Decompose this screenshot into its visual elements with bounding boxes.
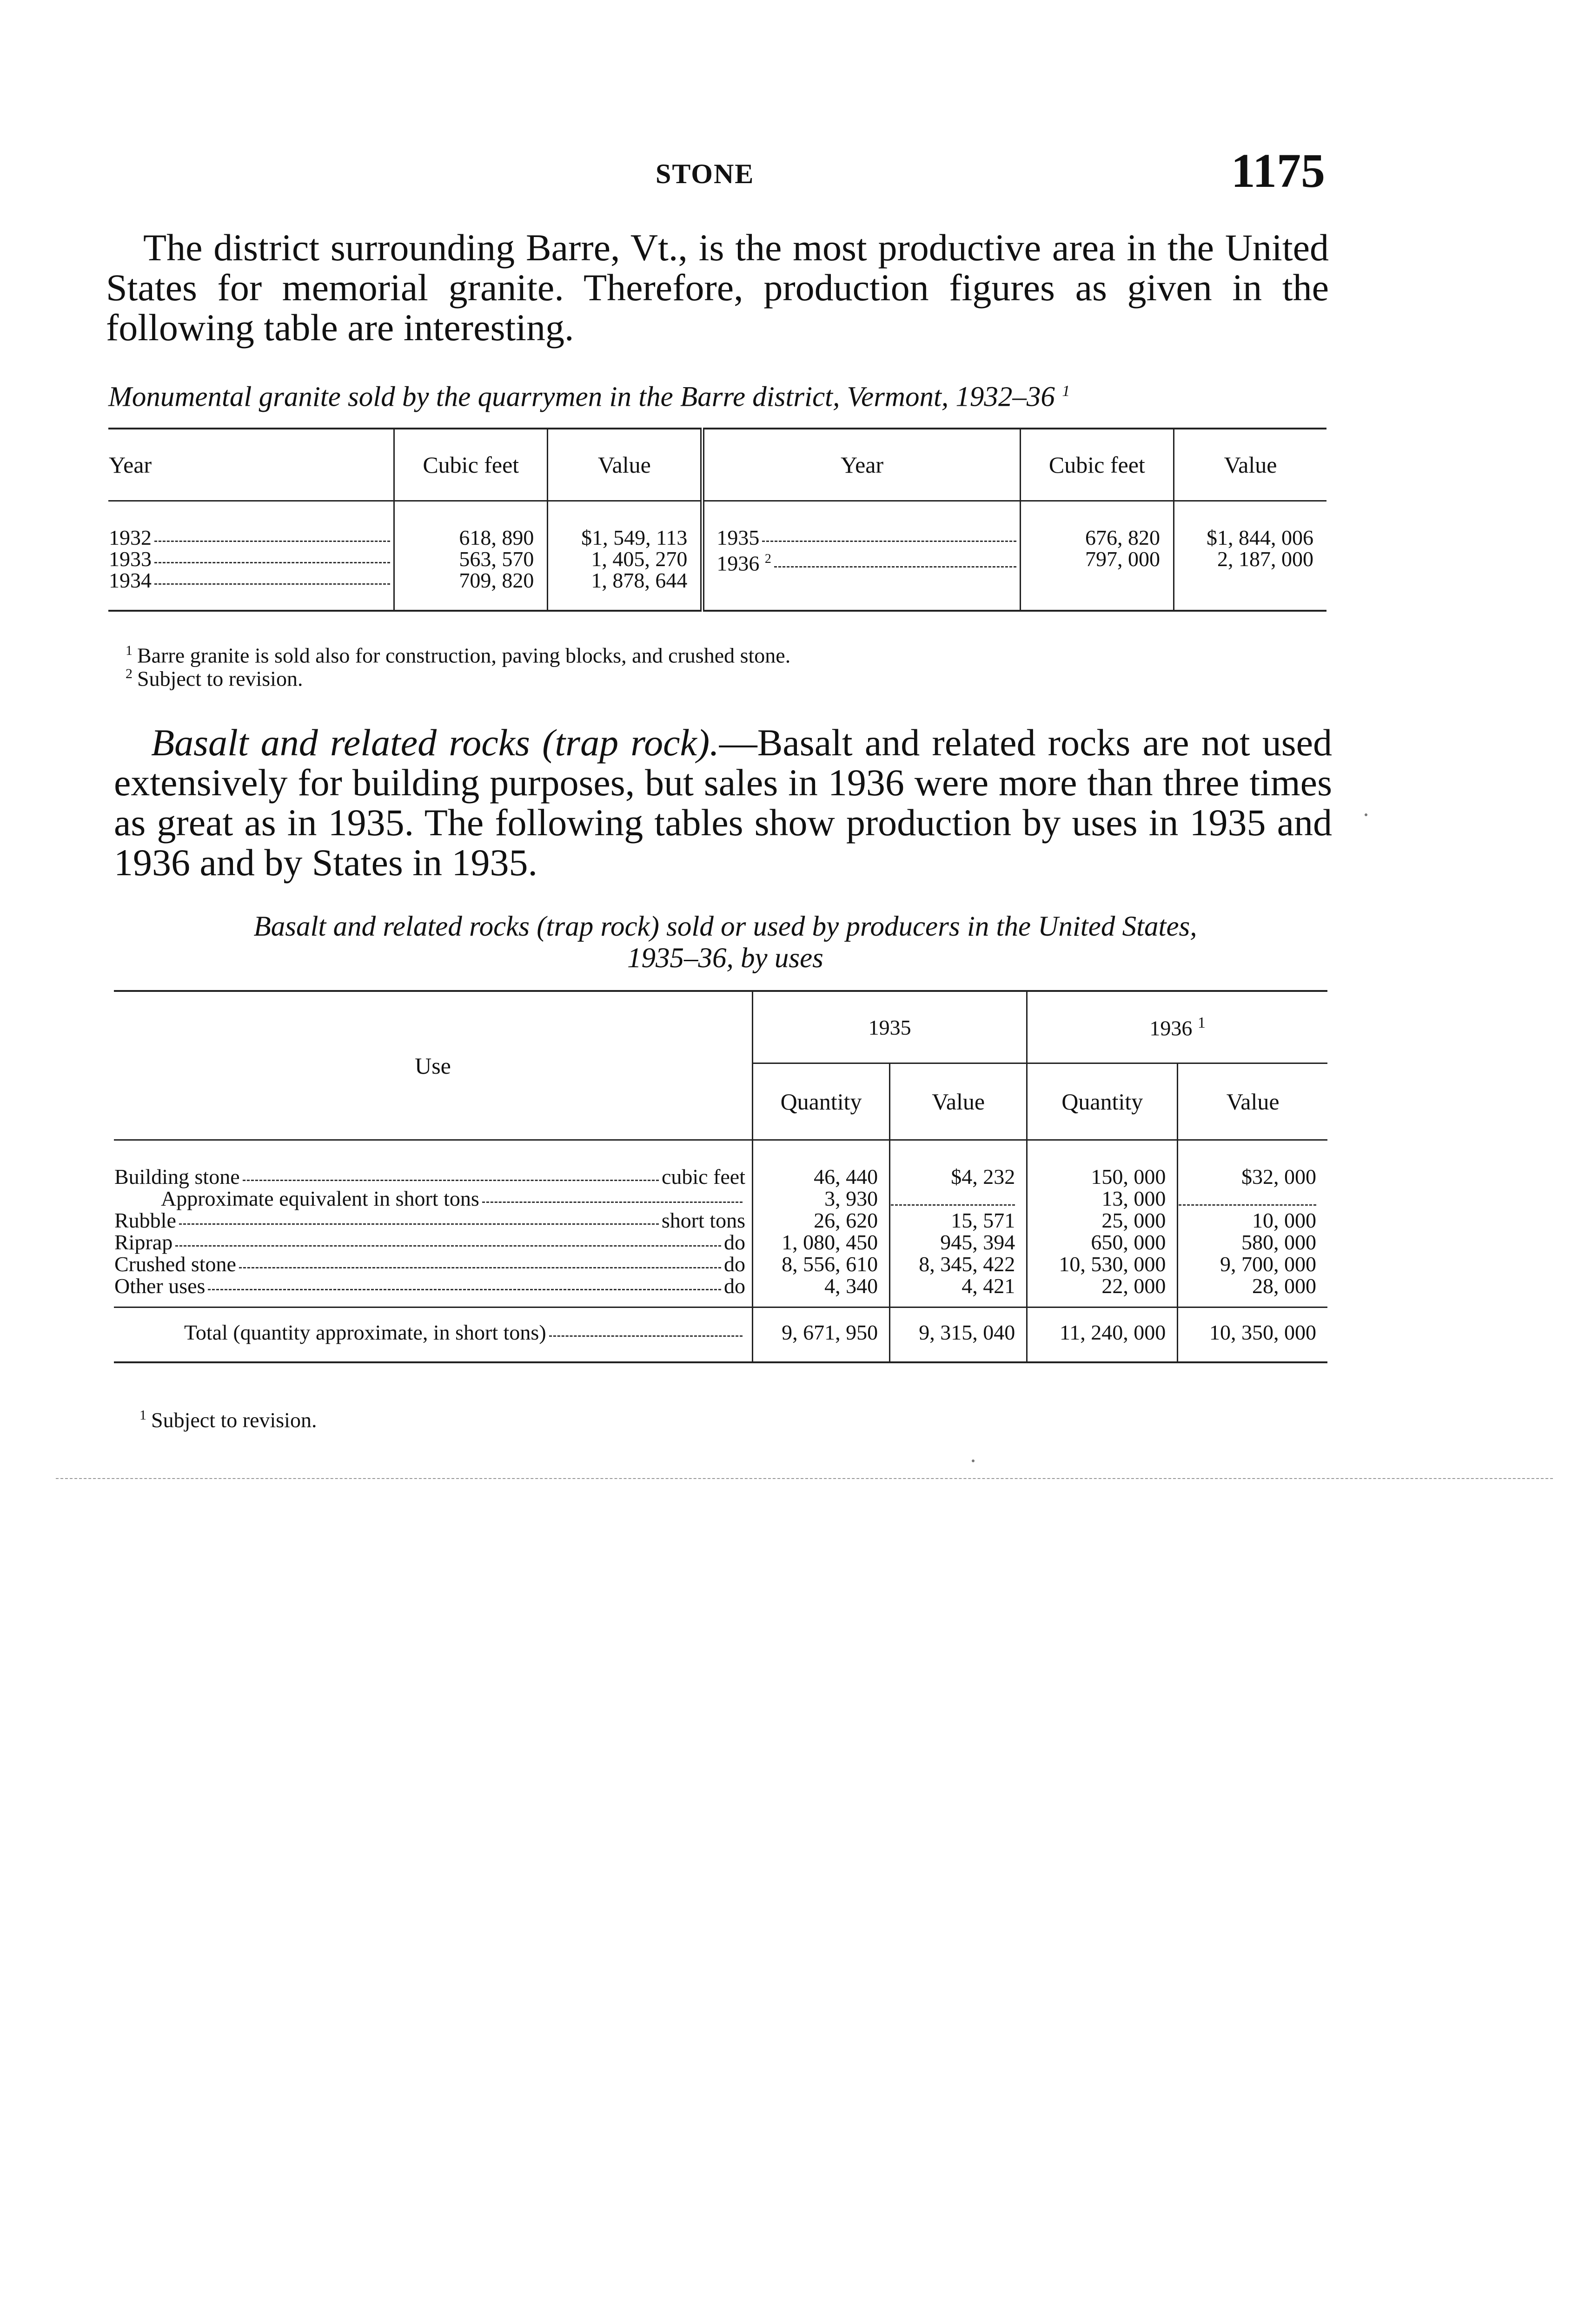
empty-value-dash: [1179, 1192, 1316, 1206]
table-row: 1933: [109, 548, 393, 570]
basalt-paragraph: Basalt and related rocks (trap rock).—Basalt and related rocks are not used extensively for building purposes, but sales in 1936 were more than three times as great as in 1935. The following tables show production by uses in 1935 and 1936 and by States in 1935.: [114, 721, 1332, 884]
table-row: Rubble short tons 26, 620 15, 571 25, 000 10, 000: [114, 1209, 1327, 1231]
granite-table: [108, 428, 1326, 612]
basalt-table: [114, 990, 1327, 1363]
col-header-use: Use: [114, 991, 753, 1140]
table-row: Building stone cubic feet 46, 440 $4, 232 150, 000 $32, 000: [114, 1140, 1327, 1188]
col-header-cubic-feet-2: Cubic feet: [1020, 429, 1174, 501]
table-row: 1935: [716, 527, 1019, 548]
table-row: Other uses do 4, 340 4, 421 22, 000 28, 000: [114, 1275, 1327, 1307]
col-header-quantity-1936: Quantity: [1027, 1063, 1178, 1140]
table-row: 1936 $^2$: [716, 548, 1019, 574]
table1-caption-note: 1: [1062, 383, 1070, 400]
table-row: Crushed stone do 8, 556, 610 8, 345, 422 10, 530, 000 9, 700, 000: [114, 1253, 1327, 1275]
basalt-heading: Basalt and related rocks (trap rock).: [151, 721, 719, 764]
running-head: [112, 144, 1325, 200]
scan-speck: [972, 1459, 975, 1462]
section-title: STONE: [656, 158, 755, 189]
scan-speck: [1365, 813, 1367, 816]
col-header-value-2: Value: [1174, 429, 1327, 501]
table1-caption: Monumental granite sold by the quarrymen in the Barre district, Vermont, 1932–36 $^1$: [108, 381, 1070, 413]
col-header-value-1935: Value: [890, 1063, 1027, 1140]
table-row: Riprap do 1, 080, 450 945, 394 650, 000 580, 000: [114, 1231, 1327, 1253]
empty-value-dash: [891, 1192, 1015, 1206]
table-row: Approximate equivalent in short tons 3, 930 13, 000: [114, 1188, 1327, 1209]
right-year-cell: [703, 501, 1020, 611]
note-mark: 2: [764, 552, 771, 566]
intro-paragraph: The district surrounding Barre, Vt., is the most productive area in the United States for memorial granite. Therefore, production figures as given in the following table are interesting.: [106, 226, 1329, 349]
total-row: Total (quantity approximate, in short tons) 9, 671, 950 9, 315, 040 11, 240, 000 10, 350, 000: [114, 1307, 1327, 1363]
col-header-1935: 1935: [753, 991, 1027, 1063]
page-bottom-rule: [56, 1478, 1553, 1479]
right-value-cell: $1, 844, 006 2, 187, 000: [1174, 501, 1327, 611]
table2-caption: Basalt and related rocks (trap rock) sold or used by producers in the United States, 1935–36, by uses: [253, 911, 1197, 974]
left-value-cell: $1, 549, 113 1, 405, 270 1, 878, 644: [548, 501, 703, 611]
right-cubic-cell: 676, 820 797, 000: [1020, 501, 1174, 611]
table2-footnote: $^1$ Subject to revision.: [139, 1407, 317, 1432]
col-header-year-2: Year: [703, 429, 1020, 501]
col-header-value-1936: Value: [1178, 1063, 1327, 1140]
table1-footnote-1: $^1$ Barre granite is sold also for construction, paving blocks, and crushed stone.: [126, 643, 791, 667]
col-header-value: Value: [548, 429, 703, 501]
table1-footnote-2: $^2$ Subject to revision.: [126, 666, 303, 691]
page-number: 1175: [1231, 144, 1325, 198]
col-header-year: Year: [108, 429, 394, 501]
left-year-cell: [108, 501, 394, 611]
col-header-quantity-1935: Quantity: [753, 1063, 890, 1140]
table-row: 1932: [109, 527, 393, 548]
left-cubic-cell: 618, 890 563, 570 709, 820: [394, 501, 548, 611]
table-row: 1934: [109, 570, 393, 591]
col-header-cubic-feet: Cubic feet: [394, 429, 548, 501]
col-header-1936: 1936 $^1$: [1027, 991, 1327, 1063]
